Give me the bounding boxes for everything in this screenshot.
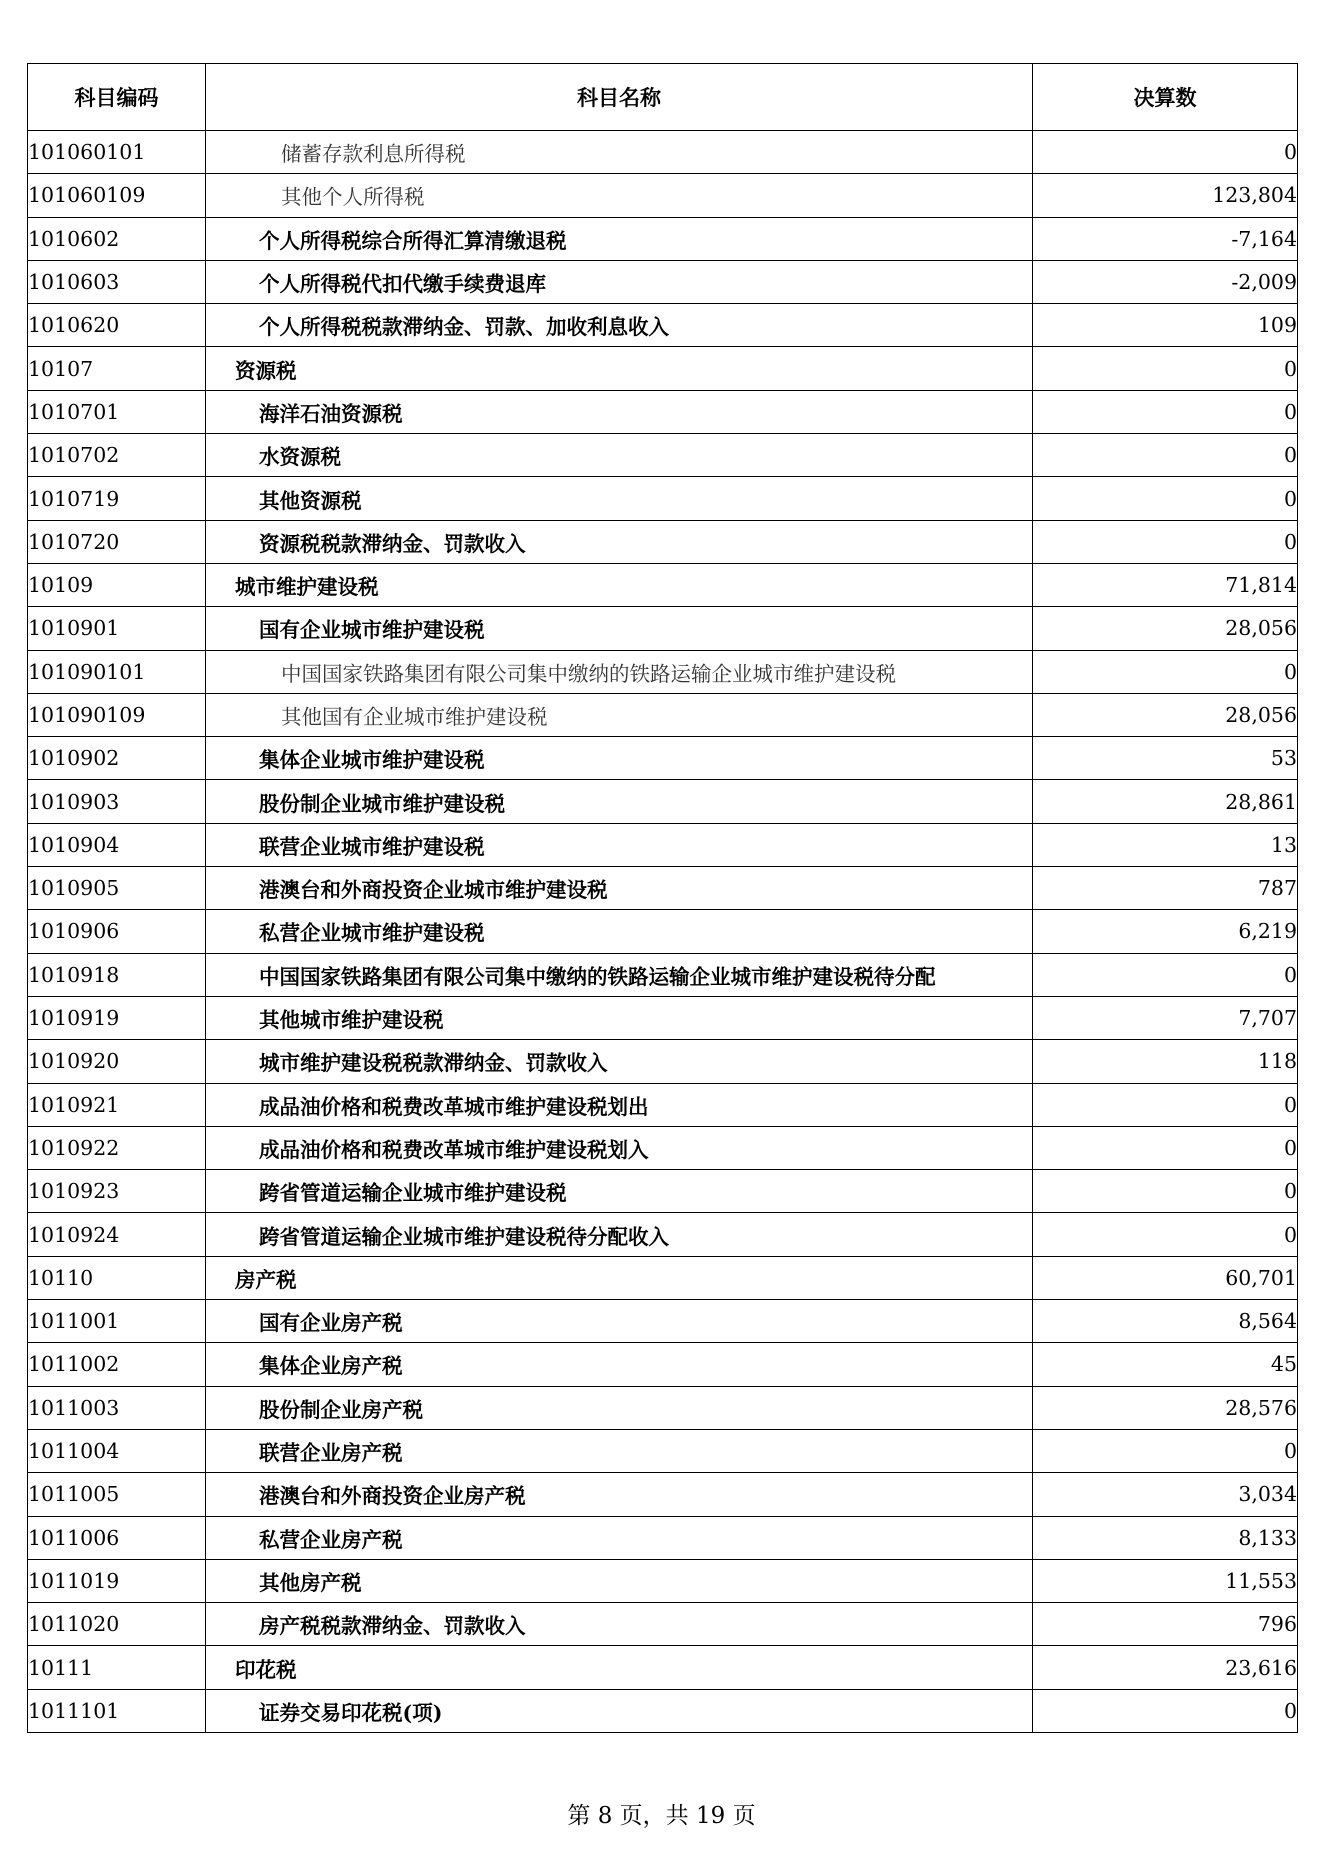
row-amount: 0 [1033, 1126, 1298, 1169]
row-name: 其他个人所得税 [206, 174, 1033, 217]
row-name: 个人所得税税款滞纳金、罚款、加收利息收入 [206, 304, 1033, 347]
table-row [28, 1386, 1298, 1429]
row-name: 其他房产税 [206, 1559, 1033, 1602]
row-amount: 6,219 [1033, 910, 1298, 953]
row-code: 1010702 [28, 434, 206, 477]
table-row [28, 1603, 1298, 1646]
header-name: 科目名称 [206, 64, 1033, 131]
row-code: 10109 [28, 563, 206, 606]
table-row [28, 737, 1298, 780]
row-code: 1010921 [28, 1083, 206, 1126]
table-row [28, 780, 1298, 823]
row-code: 1010901 [28, 607, 206, 650]
row-name: 成品油价格和税费改革城市维护建设税划出 [206, 1083, 1033, 1126]
row-code: 1011020 [28, 1603, 206, 1646]
row-amount: 123,804 [1033, 174, 1298, 217]
table-row [28, 693, 1298, 736]
row-code: 1011006 [28, 1516, 206, 1559]
row-name: 房产税税款滞纳金、罚款收入 [206, 1603, 1033, 1646]
header-row [28, 64, 1298, 131]
row-name: 房产税 [206, 1256, 1033, 1299]
row-code: 101060101 [28, 131, 206, 174]
row-amount: 0 [1033, 434, 1298, 477]
table-row [28, 1559, 1298, 1602]
table-body [28, 131, 1298, 1733]
table-row [28, 174, 1298, 217]
row-code: 1010906 [28, 910, 206, 953]
budget-table [27, 63, 1298, 1733]
row-name: 海洋石油资源税 [206, 390, 1033, 433]
row-amount: 118 [1033, 1040, 1298, 1083]
row-code: 101060109 [28, 174, 206, 217]
row-name: 其他国有企业城市维护建设税 [206, 693, 1033, 736]
row-name: 中国国家铁路集团有限公司集中缴纳的铁路运输企业城市维护建设税待分配 [206, 953, 1033, 996]
row-name: 私营企业城市维护建设税 [206, 910, 1033, 953]
table-row [28, 1516, 1298, 1559]
row-code: 1010720 [28, 520, 206, 563]
table-row [28, 260, 1298, 303]
row-code: 1011005 [28, 1473, 206, 1516]
row-amount: 0 [1033, 131, 1298, 174]
row-code: 1011002 [28, 1343, 206, 1386]
row-name: 集体企业城市维护建设税 [206, 737, 1033, 780]
table-row [28, 953, 1298, 996]
row-code: 10111 [28, 1646, 206, 1689]
row-name: 成品油价格和税费改革城市维护建设税划入 [206, 1126, 1033, 1169]
table-row [28, 217, 1298, 260]
row-code: 1010922 [28, 1126, 206, 1169]
row-amount: 0 [1033, 1689, 1298, 1732]
table-row [28, 1646, 1298, 1689]
row-code: 1010719 [28, 477, 206, 520]
table-row [28, 1126, 1298, 1169]
row-name: 资源税税款滞纳金、罚款收入 [206, 520, 1033, 563]
row-amount: 0 [1033, 1429, 1298, 1472]
table-row [28, 434, 1298, 477]
row-name: 印花税 [206, 1646, 1033, 1689]
table-row [28, 910, 1298, 953]
row-amount: 8,133 [1033, 1516, 1298, 1559]
row-amount: 109 [1033, 304, 1298, 347]
row-amount: 28,056 [1033, 607, 1298, 650]
row-amount: 28,056 [1033, 693, 1298, 736]
row-amount: -7,164 [1033, 217, 1298, 260]
table-row [28, 304, 1298, 347]
row-amount: 28,861 [1033, 780, 1298, 823]
row-name: 其他城市维护建设税 [206, 996, 1033, 1039]
table-row [28, 1429, 1298, 1472]
row-name: 储蓄存款利息所得税 [206, 131, 1033, 174]
row-amount: 8,564 [1033, 1300, 1298, 1343]
row-code: 1010920 [28, 1040, 206, 1083]
table-row [28, 1213, 1298, 1256]
row-code: 1010902 [28, 737, 206, 780]
table-row [28, 607, 1298, 650]
table-row [28, 823, 1298, 866]
row-name: 联营企业房产税 [206, 1429, 1033, 1472]
row-amount: 3,034 [1033, 1473, 1298, 1516]
row-amount: 787 [1033, 867, 1298, 910]
page-footer: 第 8 页，共 19 页 [567, 1803, 756, 1829]
row-amount: 60,701 [1033, 1256, 1298, 1299]
row-name: 国有企业房产税 [206, 1300, 1033, 1343]
row-amount: 0 [1033, 520, 1298, 563]
table-row [28, 996, 1298, 1039]
table-row [28, 1689, 1298, 1732]
row-name: 港澳台和外商投资企业房产税 [206, 1473, 1033, 1516]
row-amount: 0 [1033, 650, 1298, 693]
row-amount: 23,616 [1033, 1646, 1298, 1689]
row-name: 国有企业城市维护建设税 [206, 607, 1033, 650]
row-amount: 45 [1033, 1343, 1298, 1386]
table-row [28, 131, 1298, 174]
row-amount: 53 [1033, 737, 1298, 780]
row-name: 水资源税 [206, 434, 1033, 477]
row-name: 证券交易印花税(项) [206, 1689, 1033, 1732]
row-amount: 7,707 [1033, 996, 1298, 1039]
row-code: 1010918 [28, 953, 206, 996]
table-row [28, 1083, 1298, 1126]
row-code: 1011004 [28, 1429, 206, 1472]
row-name: 跨省管道运输企业城市维护建设税 [206, 1170, 1033, 1213]
header-code: 科目编码 [28, 64, 206, 131]
row-amount: 0 [1033, 347, 1298, 390]
row-code: 1010701 [28, 390, 206, 433]
table-row [28, 347, 1298, 390]
row-name: 联营企业城市维护建设税 [206, 823, 1033, 866]
row-code: 1011101 [28, 1689, 206, 1732]
row-code: 1010924 [28, 1213, 206, 1256]
table-row [28, 563, 1298, 606]
row-amount: 0 [1033, 1083, 1298, 1126]
row-name: 个人所得税代扣代缴手续费退库 [206, 260, 1033, 303]
row-name: 城市维护建设税 [206, 563, 1033, 606]
table-row [28, 520, 1298, 563]
row-name: 中国国家铁路集团有限公司集中缴纳的铁路运输企业城市维护建设税 [206, 650, 1033, 693]
table-row [28, 1300, 1298, 1343]
row-code: 101090101 [28, 650, 206, 693]
row-amount: 0 [1033, 953, 1298, 996]
table-row [28, 390, 1298, 433]
row-code: 1010919 [28, 996, 206, 1039]
row-code: 1010603 [28, 260, 206, 303]
row-name: 资源税 [206, 347, 1033, 390]
row-amount: 0 [1033, 1213, 1298, 1256]
table-row [28, 1473, 1298, 1516]
row-name: 股份制企业城市维护建设税 [206, 780, 1033, 823]
table-header [28, 64, 1298, 131]
row-name: 城市维护建设税税款滞纳金、罚款收入 [206, 1040, 1033, 1083]
row-amount: 0 [1033, 1170, 1298, 1213]
row-code: 1010620 [28, 304, 206, 347]
table-row [28, 1040, 1298, 1083]
row-name: 私营企业房产税 [206, 1516, 1033, 1559]
row-code: 10110 [28, 1256, 206, 1299]
row-code: 101090109 [28, 693, 206, 736]
row-code: 1010905 [28, 867, 206, 910]
row-name: 个人所得税综合所得汇算清缴退税 [206, 217, 1033, 260]
table-row [28, 650, 1298, 693]
row-code: 1011003 [28, 1386, 206, 1429]
row-code: 1010923 [28, 1170, 206, 1213]
row-code: 1011019 [28, 1559, 206, 1602]
row-amount: 71,814 [1033, 563, 1298, 606]
row-amount: 0 [1033, 390, 1298, 433]
row-code: 1010602 [28, 217, 206, 260]
table-row [28, 1170, 1298, 1213]
row-amount: 0 [1033, 477, 1298, 520]
row-code: 1010903 [28, 780, 206, 823]
table-row [28, 477, 1298, 520]
row-code: 10107 [28, 347, 206, 390]
row-amount: 796 [1033, 1603, 1298, 1646]
row-name: 股份制企业房产税 [206, 1386, 1033, 1429]
row-amount: 28,576 [1033, 1386, 1298, 1429]
table-row [28, 1343, 1298, 1386]
table-row [28, 867, 1298, 910]
table-row [28, 1256, 1298, 1299]
row-code: 1010904 [28, 823, 206, 866]
row-amount: 11,553 [1033, 1559, 1298, 1602]
row-code: 1011001 [28, 1300, 206, 1343]
header-amount: 决算数 [1033, 64, 1298, 131]
row-name: 跨省管道运输企业城市维护建设税待分配收入 [206, 1213, 1033, 1256]
row-name: 港澳台和外商投资企业城市维护建设税 [206, 867, 1033, 910]
row-amount: 13 [1033, 823, 1298, 866]
row-name: 其他资源税 [206, 477, 1033, 520]
row-name: 集体企业房产税 [206, 1343, 1033, 1386]
row-amount: -2,009 [1033, 260, 1298, 303]
